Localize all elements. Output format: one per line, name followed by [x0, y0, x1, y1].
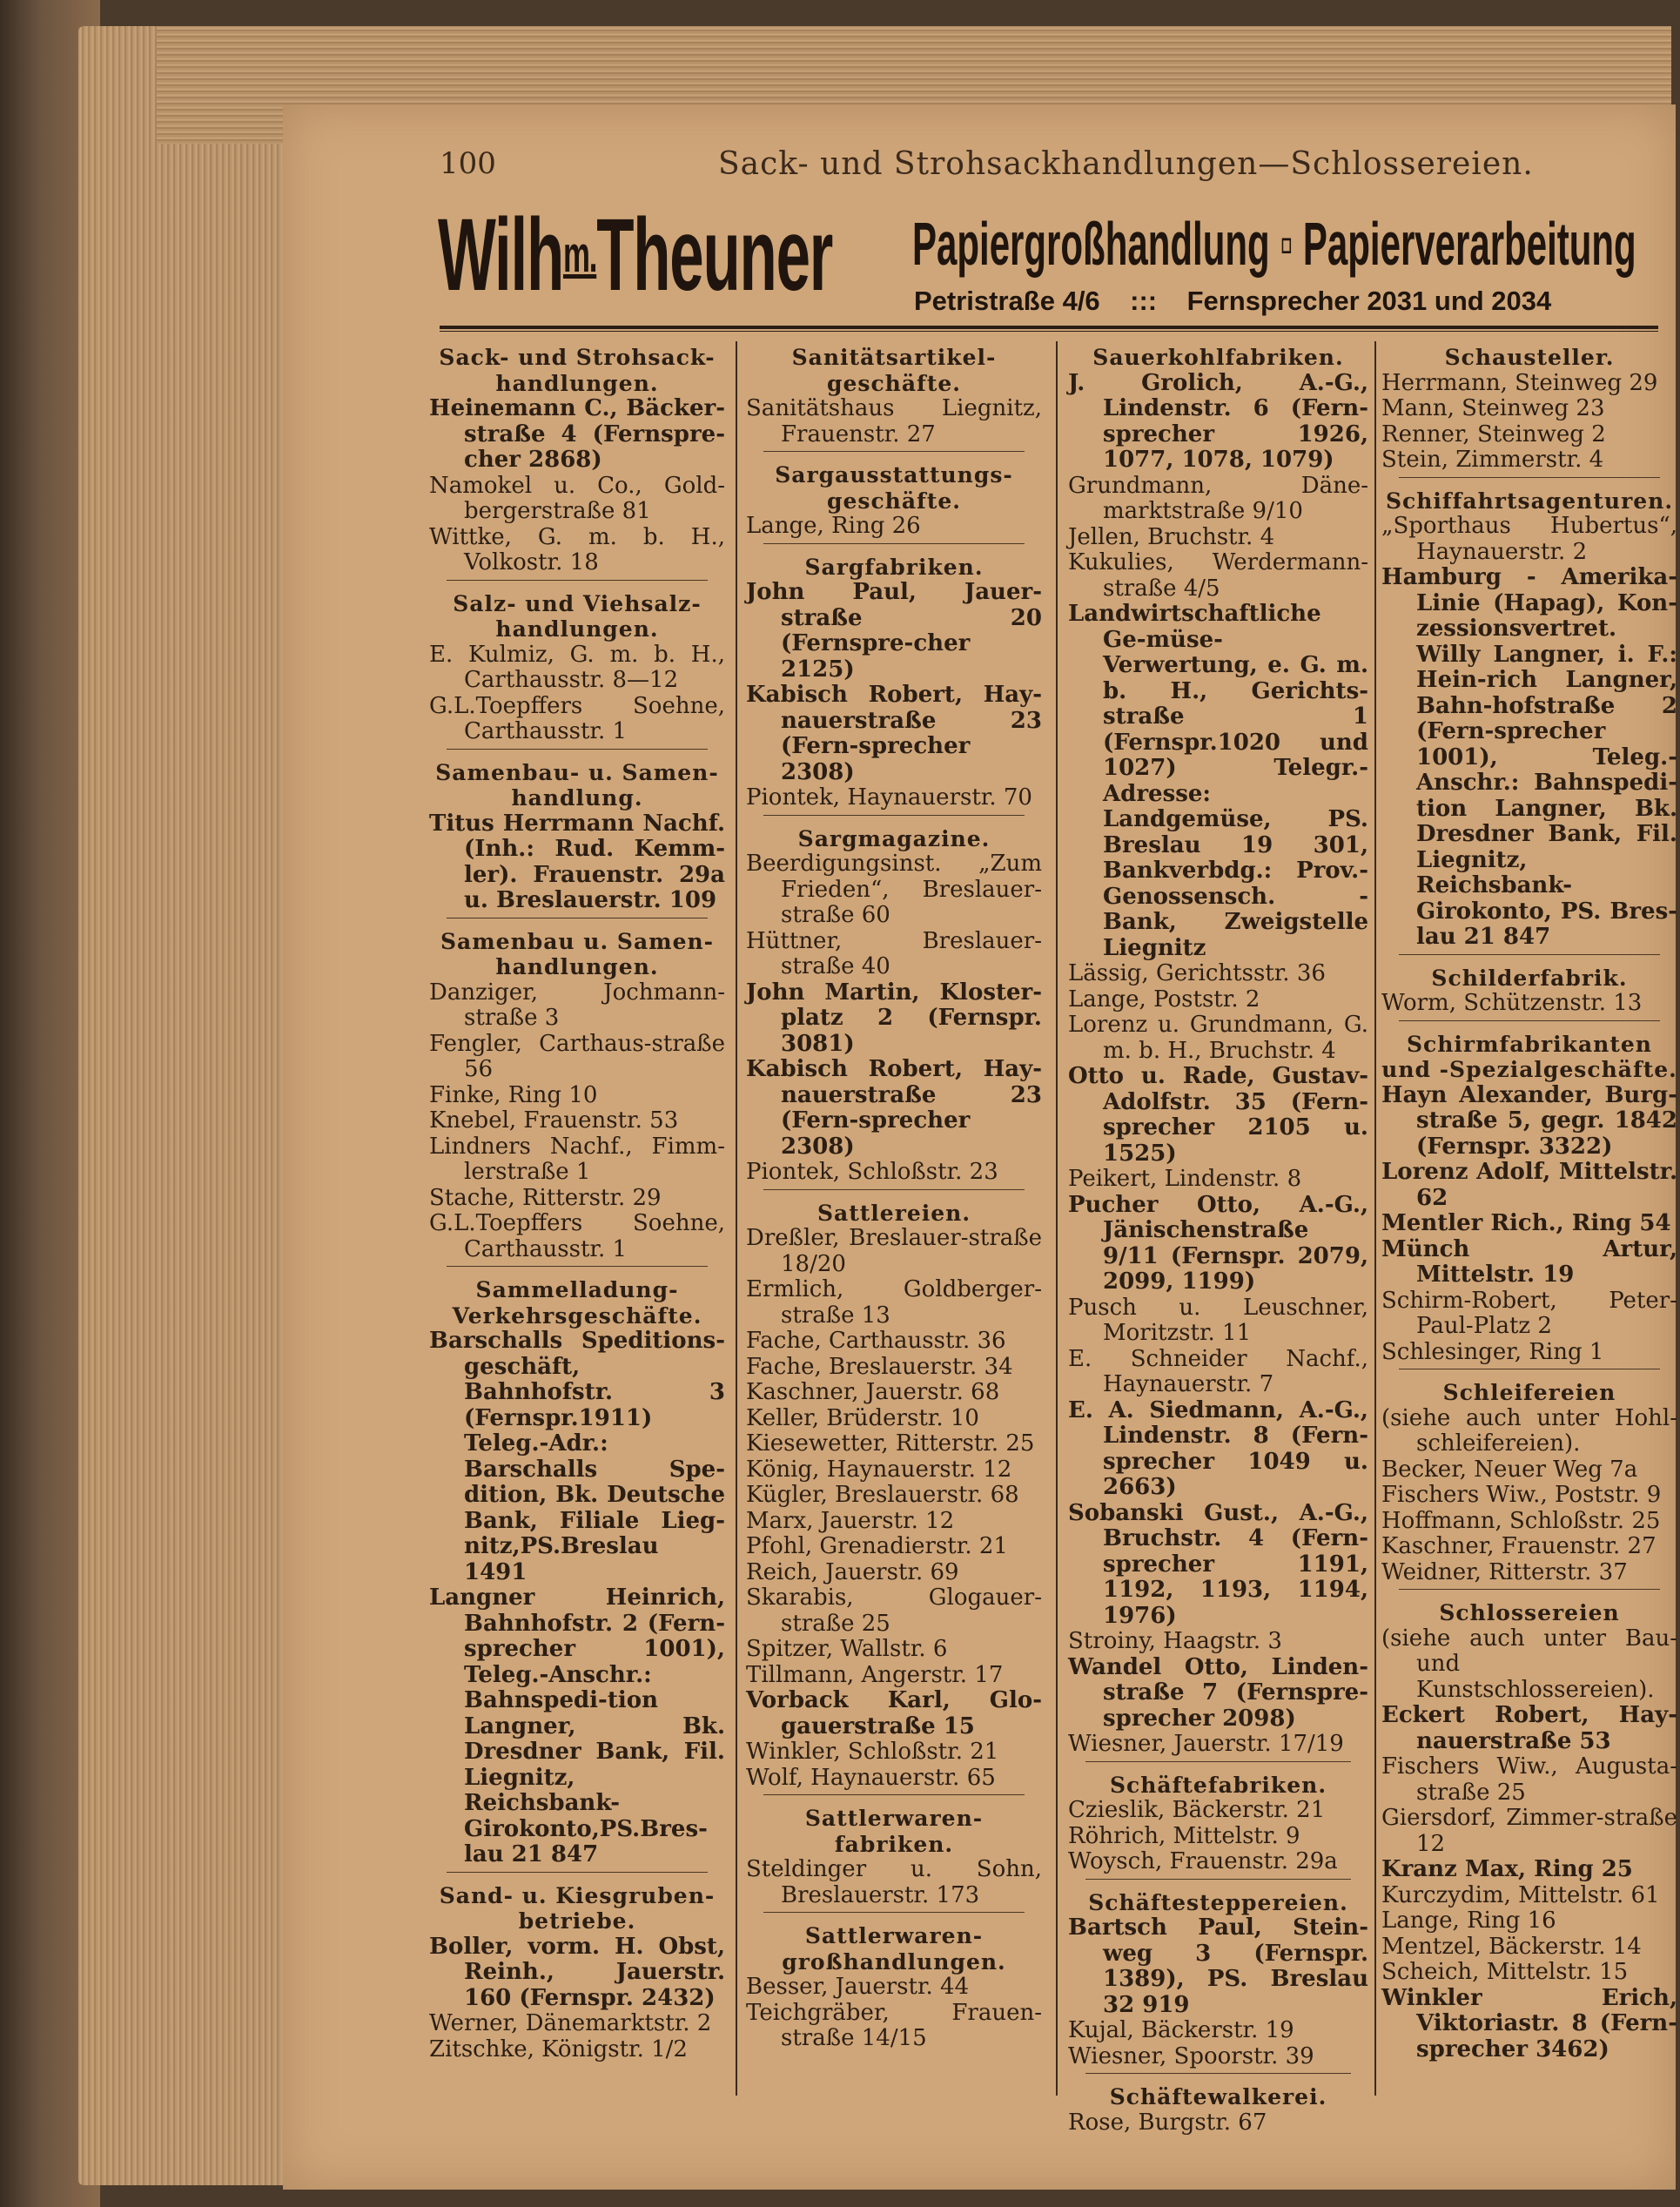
- advertiser-contact: [914, 286, 1551, 317]
- directory-entry: Sanitätshaus Liegnitz, Frauenstr. 27: [746, 395, 1042, 447]
- section-heading: Sargausstattungs-geschäfte.: [775, 462, 1013, 514]
- directory-entry: Hüttner, Breslauer-straße 40: [746, 927, 1042, 979]
- directory-entry: Kabisch Robert, Hay-nauerstraße 23 (Fern-sprecher 2308): [746, 1056, 1042, 1160]
- section-separator: [763, 1794, 1025, 1795]
- section-separator: [1399, 1589, 1660, 1590]
- advertiser-phone: Fernsprecher 2031 und 2034: [1186, 286, 1552, 316]
- section-separator: [447, 580, 708, 581]
- directory-entry: Pucher Otto, A.-G., Jänischenstraße 9/11 (Fernspr. 2079, 2099, 1199): [1068, 1191, 1368, 1295]
- directory-entry: Zitschke, Königstr. 1/2: [429, 2035, 688, 2062]
- directory-entry: Kiesewetter, Ritterstr. 25: [746, 1430, 1035, 1457]
- directory-entry: Weidner, Ritterstr. 37: [1381, 1558, 1628, 1585]
- section-separator: [1085, 2073, 1351, 2074]
- section-separator: [1085, 1761, 1351, 1762]
- directory-entry: J. Grolich, A.-G., Lindenstr. 6 (Fern-sprecher 1926, 1077, 1078, 1079): [1068, 369, 1368, 473]
- directory-entry: E. A. Siedmann, A.-G., Lindenstr. 8 (Fern-sprecher 1049 u. 2663): [1068, 1396, 1368, 1500]
- directory-entry: Skarabis, Glogauer-straße 25: [746, 1585, 1042, 1637]
- directory-entry: Heinemann C., Bäcker-straße 4 (Fernspre-cher 2868): [429, 395, 725, 473]
- directory-entry: John Martin, Kloster-platz 2 (Fernspr. 3081): [746, 979, 1042, 1057]
- directory-entry: Wiesner, Jauerstr. 17/19: [1068, 1731, 1344, 1757]
- header-rule-thin: [440, 331, 1658, 332]
- section-heading: Sargfabriken.: [804, 554, 984, 580]
- directory-entry: Fischers Wiw., Augusta-straße 25: [1381, 1753, 1677, 1806]
- directory-entry: Giersdorf, Zimmer-straße 12: [1381, 1805, 1677, 1857]
- directory-entry: Tillmann, Angerstr. 17: [746, 1661, 1004, 1688]
- directory-entry: Stache, Ritterstr. 29: [429, 1184, 662, 1211]
- directory-entry: (siehe auch unter Hohl-schleifereien).: [1381, 1404, 1677, 1457]
- directory-entry: G.L.Toepffers Soehne, Carthausstr. 1: [429, 1210, 725, 1262]
- directory-entry: Bartsch Paul, Stein-weg 3 (Fernspr. 1389), PS. Breslau 32 919: [1068, 1914, 1368, 2018]
- section-separator: [763, 815, 1025, 816]
- section-heading: Schiffahrtsagenturen.: [1385, 488, 1674, 514]
- directory-entry: Beerdigungsinst. „Zum Frieden“, Breslauer-straße 60: [746, 851, 1042, 928]
- directory-entry: Scheich, Mittelstr. 15: [1381, 1959, 1629, 1985]
- directory-entry: Piontek, Haynauerstr. 70: [746, 784, 1032, 811]
- directory-entry: E. Kulmiz, G. m. b. H., Carthausstr. 8—12: [429, 641, 725, 693]
- directory-entry: Pusch u. Leuschner, Moritzstr. 11: [1068, 1294, 1368, 1346]
- column-2: [746, 341, 1042, 2052]
- directory-entry: Mentler Rich., Ring 54: [1381, 1210, 1671, 1236]
- directory-entry: Landwirtschaftliche Ge-müse-Verwertung, e. G. m. b. H., Gerichts-straße 1 (Fernspr.1020 und 1027) Telegr.-Adresse: Landgemüse, PS. Breslau 19 301, Bankverbdg.: Prov.-Genossensch. - Bank, Zweigstelle Liegnitz: [1068, 601, 1368, 961]
- directory-entry: G.L.Toepffers Soehne, Carthausstr. 1: [429, 692, 725, 744]
- section-heading: Salz- und Viehsalz-handlungen.: [453, 590, 702, 642]
- directory-entry: Worm, Schützenstr. 13: [1381, 990, 1643, 1016]
- section-heading: Schäftewalkerei.: [1109, 2084, 1327, 2109]
- section-heading: Sattlerwaren-großhandlungen.: [782, 1923, 1006, 1975]
- section-heading: Schausteller.: [1444, 345, 1615, 370]
- directory-entry: Reich, Jauerstr. 69: [746, 1558, 959, 1585]
- directory-entry: Röhrich, Mittelstr. 9: [1068, 1822, 1300, 1849]
- section-separator: [763, 1912, 1025, 1913]
- directory-entry: Peikert, Lindenstr. 8: [1068, 1166, 1302, 1192]
- directory-entry: Grundmann, Däne-marktstraße 9/10: [1068, 472, 1368, 524]
- directory-entry: Finke, Ring 10: [429, 1081, 598, 1108]
- advertiser-tagline: Papiergroßhandlung ▫ Papierverarbeitung: [912, 210, 1636, 278]
- directory-entry: Hamburg - Amerika-Linie (Hapag), Kon-zessionsvertret. Willy Langner, i. F.: Hein-rich Langner, Bahn-hofstraße 2 (Fern-sprecher 1001), Teleg.-Anschr.: Bahnspedi-tion Langner, Bk. Dresdner Bank, Fil. Liegnitz, Reichsbank-Girokonto, PS. Bres-lau 21 847: [1381, 564, 1677, 950]
- directory-entry: König, Haynauerstr. 12: [746, 1456, 1012, 1483]
- advertiser-logo: [438, 198, 833, 313]
- directory-entry: „Sporthaus Hubertus“, Haynauerstr. 2: [1381, 513, 1677, 565]
- directory-entry: Ermlich, Goldberger-straße 13: [746, 1276, 1042, 1329]
- directory-entry: Wittke, G. m. b. H., Volkostr. 18: [429, 523, 725, 575]
- directory-entry: Wandel Otto, Linden-straße 7 (Fernspre-sprecher 2098): [1068, 1653, 1368, 1732]
- directory-entry: Otto u. Rade, Gustav-Adolfstr. 35 (Fern-sprecher 2105 u. 1525): [1068, 1063, 1368, 1167]
- logo-name: Wilh: [438, 198, 563, 313]
- directory-entry: E. Schneider Nachf., Haynauerstr. 7: [1068, 1345, 1368, 1397]
- directory-entry: Kujal, Bäckerstr. 19: [1068, 2017, 1294, 2043]
- logo-surname: Theuner: [596, 198, 833, 313]
- section-separator: [1399, 1020, 1660, 1021]
- section-separator: [763, 543, 1025, 544]
- section-heading: Schilderfabrik.: [1431, 965, 1628, 991]
- directory-entry: Mentzel, Bäckerstr. 14: [1381, 1933, 1642, 1960]
- section-separator: [763, 451, 1025, 452]
- section-heading: Sattlerwaren-fabriken.: [804, 1806, 984, 1857]
- directory-entry: Herrmann, Steinweg 29: [1381, 369, 1658, 396]
- section-heading: Sattlereien.: [816, 1200, 971, 1226]
- section-separator: [447, 1872, 708, 1873]
- running-header: Sack- und Strohsackhandlungen—Schlossereien.: [718, 146, 1534, 182]
- directory-entry: Kaschner, Frauenstr. 27: [1381, 1533, 1656, 1559]
- directory-entry: Lange, Ring 26: [746, 513, 921, 539]
- section-separator: [447, 1266, 708, 1267]
- directory-entry: Piontek, Schloßstr. 23: [746, 1159, 998, 1185]
- section-separator: [447, 749, 708, 750]
- column-divider: [1374, 341, 1376, 2096]
- section-heading: Schäftesteppereien.: [1088, 1889, 1348, 1915]
- directory-entry: Lindners Nachf., Fimm-lerstraße 1: [429, 1133, 725, 1185]
- directory-entry: Winkler, Schloßstr. 21: [746, 1739, 999, 1765]
- section-heading: Schlossereien: [1439, 1600, 1620, 1625]
- section-heading: Schirmfabrikanten und -Spezialgeschäfte.: [1381, 1031, 1677, 1082]
- directory-entry: Werner, Dänemarktstr. 2: [429, 2010, 712, 2036]
- directory-entry: Woysch, Frauenstr. 29a: [1068, 1848, 1338, 1874]
- logo-superscript: m.: [562, 226, 597, 283]
- section-separator: [1399, 477, 1660, 478]
- section-heading: Sack- und Strohsack-handlungen.: [439, 345, 716, 396]
- section-heading: Sanitätsartikel-geschäfte.: [791, 345, 997, 396]
- directory-entry: Knebel, Frauenstr. 53: [429, 1107, 679, 1134]
- directory-entry: Renner, Steinweg 2: [1381, 421, 1606, 447]
- directory-entry: Kaschner, Jauerstr. 68: [746, 1379, 1000, 1405]
- section-heading: Schäftefabriken.: [1109, 1772, 1327, 1798]
- section-separator: [1399, 954, 1660, 955]
- directory-entry: Becker, Neuer Weg 7a: [1381, 1456, 1638, 1483]
- directory-entry: Winkler Erich, Viktoriastr. 8 (Fern-sprecher 3462): [1381, 1984, 1677, 2062]
- directory-entry: Kukulies, Werdermann-straße 4/5: [1068, 549, 1368, 602]
- directory-entry: Hayn Alexander, Burg-straße 5, gegr. 1842 (Fernspr. 3322): [1381, 1081, 1677, 1160]
- directory-entry: Fengler, Carthaus-straße 56: [429, 1030, 725, 1082]
- directory-entry: Danziger, Jochmann-straße 3: [429, 979, 725, 1031]
- directory-entry: Hoffmann, Schloßstr. 25: [1381, 1507, 1661, 1534]
- directory-entry: John Paul, Jauer-straße 20 (Fernspre-cher 2125): [746, 579, 1042, 683]
- directory-entry: Stein, Zimmerstr. 4: [1381, 447, 1604, 473]
- directory-entry: Czieslik, Bäckerstr. 21: [1068, 1797, 1326, 1823]
- directory-entry: Boller, vorm. H. Obst, Reinh., Jauerstr. 160 (Fernspr. 2432): [429, 1933, 725, 2011]
- directory-page: [283, 104, 1676, 2190]
- directory-entry: (siehe auch unter Bau- und Kunstschlossereien).: [1381, 1625, 1677, 1703]
- directory-entry: Schirm-Robert, Peter-Paul-Platz 2: [1381, 1287, 1677, 1339]
- directory-entry: Lorenz Adolf, Mittelstr. 62: [1381, 1159, 1677, 1211]
- directory-entry: Kranz Max, Ring 25: [1381, 1856, 1633, 1882]
- directory-entry: Lange, Poststr. 2: [1068, 986, 1260, 1013]
- directory-entry: Fache, Carthausstr. 36: [746, 1328, 1006, 1354]
- section-heading: Sammelladung-Verkehrsgeschäfte.: [452, 1277, 702, 1329]
- directory-entry: Kabisch Robert, Hay-nauerstraße 23 (Fern-sprecher 2308): [746, 682, 1042, 785]
- directory-entry: Münch Artur, Mittelstr. 19: [1381, 1235, 1677, 1288]
- directory-entry: Lorenz u. Grundmann, G. m. b. H., Bruchstr. 4: [1068, 1012, 1368, 1064]
- directory-entry: Kügler, Breslauerstr. 68: [746, 1482, 1019, 1508]
- directory-entry: Keller, Brüderstr. 10: [746, 1404, 979, 1431]
- directory-entry: Wiesner, Spoorstr. 39: [1068, 2042, 1314, 2069]
- directory-entry: Jellen, Bruchstr. 4: [1068, 523, 1275, 550]
- column-4: [1381, 341, 1677, 2062]
- directory-entry: Sobanski Gust., A.-G., Bruchstr. 4 (Fern-sprecher 1191, 1192, 1193, 1194, 1976): [1068, 1499, 1368, 1629]
- directory-entry: Fache, Breslauerstr. 34: [746, 1353, 1013, 1380]
- column-1: [429, 341, 725, 2062]
- advertiser-address: Petristraße 4/6: [914, 286, 1100, 316]
- directory-entry: Lange, Ring 16: [1381, 1908, 1556, 1934]
- section-heading: Samenbau- u. Samen-handlung.: [435, 759, 719, 811]
- column-divider: [736, 341, 737, 2096]
- directory-entry: Rose, Burgstr. 67: [1068, 2109, 1267, 2136]
- directory-entry: Mann, Steinweg 23: [1381, 395, 1605, 421]
- directory-entry: Eckert Robert, Hay-nauerstraße 53: [1381, 1702, 1677, 1754]
- directory-entry: Langner Heinrich, Bahnhofstr. 2 (Fern-sprecher 1001), Teleg.-Anschr.: Bahnspedi-tion Langner, Bk. Dresdner Bank, Fil. Liegnitz, Reichsbank-Girokonto,PS.Bres-lau 21 847: [429, 1585, 725, 1867]
- directory-entry: Teichgräber, Frauen-straße 14/15: [746, 1999, 1042, 2051]
- directory-entry: Kurczydim, Mittelstr. 61: [1381, 1881, 1660, 1908]
- section-separator: [1085, 1879, 1351, 1880]
- directory-entry: Dreßler, Breslauer-straße 18/20: [746, 1225, 1042, 1277]
- directory-entry: Wolf, Haynauerstr. 65: [746, 1764, 996, 1791]
- directory-entry: Schlesinger, Ring 1: [1381, 1338, 1604, 1365]
- directory-entry: Barschalls Speditions-geschäft, Bahnhofstr. 3 (Fernspr.1911) Teleg.-Adr.: Barschalls Spe-dition, Bk. Deutsche Bank, Filiale Lieg-nitz,PS.Breslau 1491: [429, 1328, 725, 1585]
- directory-entry: Besser, Jauerstr. 44: [746, 1974, 970, 2000]
- section-heading: Sand- u. Kiesgruben-betriebe.: [439, 1882, 716, 1934]
- directory-entry: Lässig, Gerichtsstr. 36: [1068, 960, 1326, 986]
- directory-entry: Pfohl, Grenadierstr. 21: [746, 1533, 1008, 1559]
- section-heading: Sargmagazine.: [797, 825, 991, 851]
- directory-entry: Spitzer, Wallstr. 6: [746, 1636, 948, 1662]
- directory-entry: Fischers Wiw., Poststr. 9: [1381, 1482, 1662, 1508]
- column-3: [1068, 341, 1368, 2136]
- directory-entry: Namokel u. Co., Gold-bergerstraße 81: [429, 472, 725, 524]
- header-rule: [440, 326, 1658, 329]
- directory-entry: Vorback Karl, Glo-gauerstraße 15: [746, 1687, 1042, 1739]
- directory-entry: Marx, Jauerstr. 12: [746, 1507, 955, 1534]
- section-heading: Schleifereien: [1442, 1380, 1616, 1405]
- directory-entry: Stroiny, Haagstr. 3: [1068, 1628, 1282, 1654]
- directory-entry: Titus Herrmann Nachf. (Inh.: Rud. Kemm-ler). Frauenstr. 29a u. Breslauerstr. 109: [429, 810, 725, 913]
- section-separator: [763, 1189, 1025, 1190]
- section-heading: Samenbau u. Samen-handlungen.: [440, 928, 715, 979]
- column-divider: [1056, 341, 1058, 2096]
- page-stack-edges: [78, 26, 305, 2185]
- section-heading: Sauerkohlfabriken.: [1092, 345, 1344, 370]
- page-number: 100: [440, 146, 496, 181]
- directory-entry: Steldinger u. Sohn, Breslauerstr. 173: [746, 1856, 1042, 1908]
- contact-separator: :::: [1130, 286, 1158, 316]
